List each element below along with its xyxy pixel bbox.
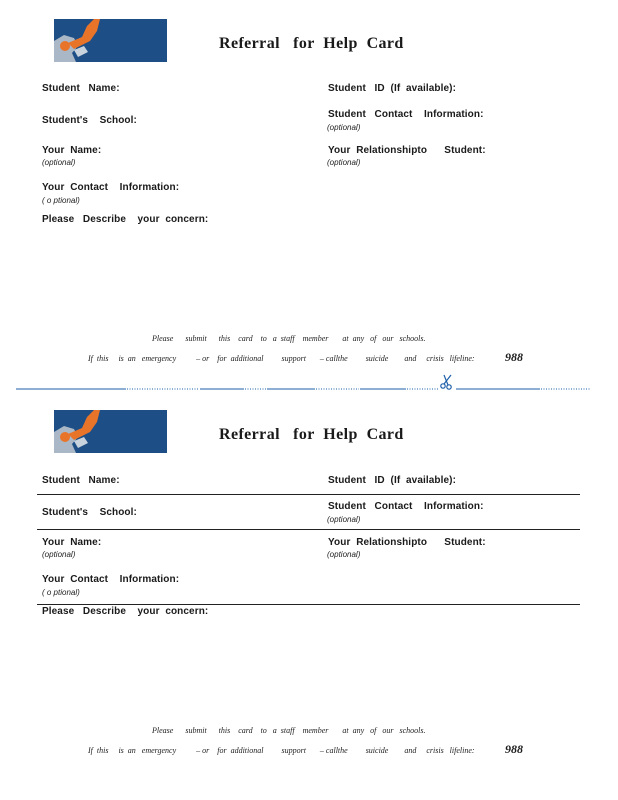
school-district-logo bbox=[54, 410, 167, 453]
your-name-label: Your Name: bbox=[42, 145, 102, 156]
your-name-optional-note: (optional) bbox=[42, 550, 76, 559]
footer-emergency-text: If this is an emergency – or for additional support – callthe suicide and crisis lifeline: bbox=[88, 746, 475, 755]
describe-concern-label: Please Describe your concern: bbox=[42, 214, 209, 225]
student-contact-label: Student Contact Information: bbox=[328, 109, 484, 120]
your-contact-optional-note: ( o ptional) bbox=[42, 196, 80, 205]
referral-card-bottom bbox=[0, 392, 618, 792]
row-divider bbox=[37, 604, 580, 605]
card-title: Referral for Help Card bbox=[219, 426, 404, 443]
your-relationship-label: Your Relationshipto Student: bbox=[328, 537, 486, 548]
student-id-label: Student ID (If available): bbox=[328, 83, 457, 94]
logo-graphic-icon bbox=[54, 19, 167, 62]
lifeline-number: 988 bbox=[505, 742, 523, 756]
cut-line bbox=[0, 380, 618, 388]
your-contact-label: Your Contact Information: bbox=[42, 574, 180, 585]
student-name-label: Student Name: bbox=[42, 475, 120, 486]
student-contact-label: Student Contact Information: bbox=[328, 501, 484, 512]
describe-concern-label: Please Describe your concern: bbox=[42, 606, 209, 617]
logo-graphic-icon bbox=[54, 410, 167, 453]
relationship-optional-note: (optional) bbox=[327, 550, 361, 559]
scissors-icon bbox=[440, 374, 454, 390]
students-school-label: Student's School: bbox=[42, 115, 137, 126]
footer-emergency-text: If this is an emergency – or for additional support – callthe suicide and crisis lifeline: bbox=[88, 354, 475, 363]
student-contact-optional-note: (optional) bbox=[327, 123, 361, 132]
referral-card-top bbox=[0, 0, 618, 380]
your-relationship-label: Your Relationshipto Student: bbox=[328, 145, 486, 156]
your-contact-label: Your Contact Information: bbox=[42, 182, 180, 193]
relationship-optional-note: (optional) bbox=[327, 158, 361, 167]
card-title: Referral for Help Card bbox=[219, 35, 404, 52]
school-district-logo bbox=[54, 19, 167, 62]
students-school-label: Student's School: bbox=[42, 507, 137, 518]
your-name-optional-note: (optional) bbox=[42, 158, 76, 167]
student-contact-optional-note: (optional) bbox=[327, 515, 361, 524]
your-name-label: Your Name: bbox=[42, 537, 102, 548]
row-divider bbox=[37, 529, 580, 530]
student-name-label: Student Name: bbox=[42, 83, 120, 94]
row-divider bbox=[37, 494, 580, 495]
student-id-label: Student ID (If available): bbox=[328, 475, 457, 486]
your-contact-optional-note: ( o ptional) bbox=[42, 588, 80, 597]
footer-submit-text: Please submit this card to a staff member at any of our schools. bbox=[152, 334, 426, 343]
lifeline-number: 988 bbox=[505, 350, 523, 364]
footer-submit-text: Please submit this card to a staff member at any of our schools. bbox=[152, 726, 426, 735]
